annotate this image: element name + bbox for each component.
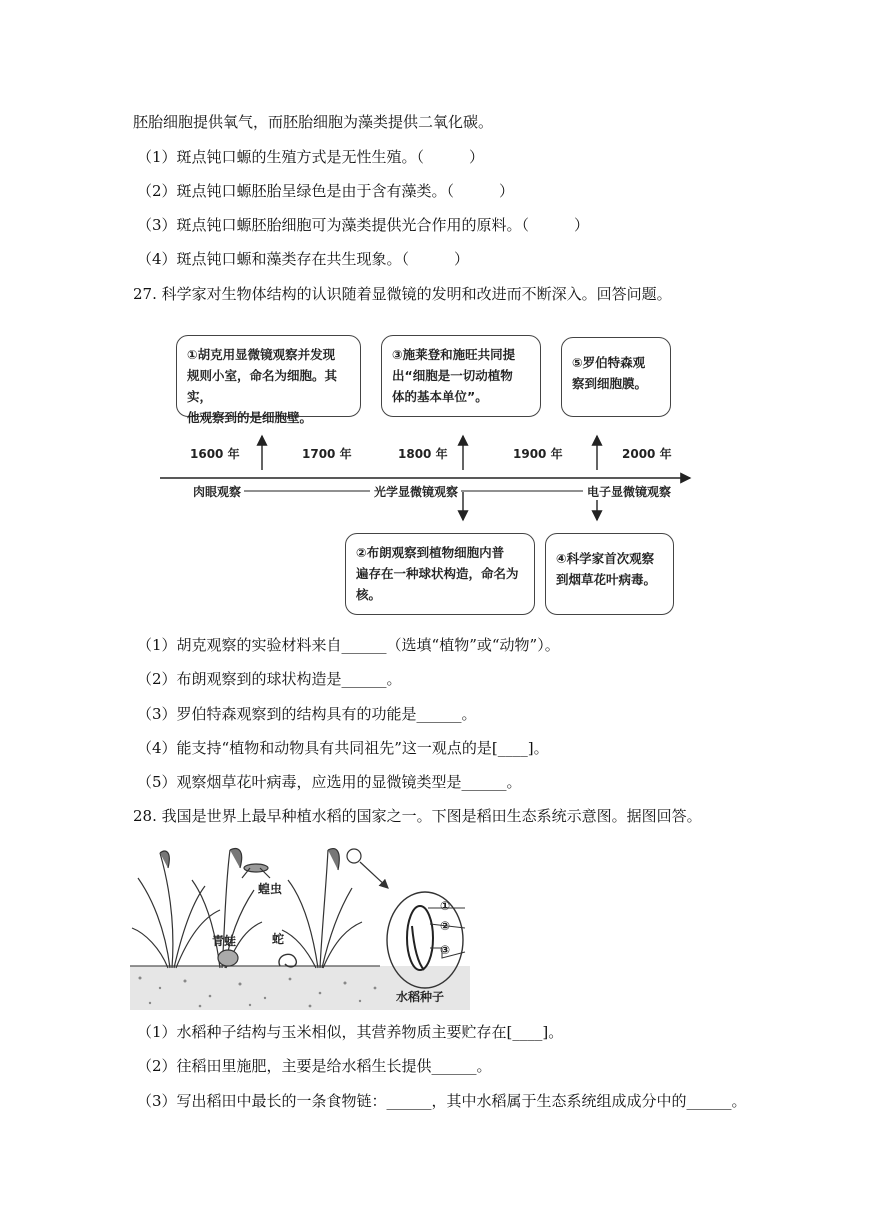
- q26-item-2: （2）斑点钝口螈胚胎呈绿色是由于含有藻类。（ ）: [137, 182, 515, 200]
- timeline-box-1: ①胡克用显微镜观察并发现 规则小室，命名为细胞。其实， 他观察到的是细胞壁。: [176, 335, 361, 417]
- timeline-box-4: ④科学家首次观察 到烟草花叶病毒。: [545, 533, 674, 615]
- year-1600: 1600 年: [190, 447, 240, 461]
- timeline-box-3: ③施莱登和施旺共同提 出“细胞是一切动植物 体的基本单位”。: [381, 335, 541, 417]
- year-2000: 2000 年: [622, 447, 672, 461]
- q27-item-1: （1）胡克观察的实验材料来自______（选填“植物”或“动物”）。: [137, 636, 560, 654]
- frog-label: 青蛙: [212, 934, 237, 948]
- q27-item-3: （3）罗伯特森观察到的结构具有的功能是______。: [137, 705, 477, 723]
- question-28-stem: 28. 我国是世界上最早种植水稻的国家之一。下图是稻田生态系统示意图。据图回答。: [133, 807, 702, 825]
- q26-item-4: （4）斑点钝口螈和藻类存在共生现象。（ ）: [137, 250, 470, 268]
- q27-item-5: （5）观察烟草花叶病毒，应选用的显微镜类型是______。: [137, 773, 522, 791]
- question-27-stem: 27. 科学家对生物体结构的认识随着显微镜的发明和改进而不断深入。回答问题。: [133, 285, 672, 303]
- seed-part-1: ①: [440, 899, 451, 913]
- snake-label: 蛇: [272, 932, 285, 946]
- stage-light-microscope: 光学显微镜观察: [371, 483, 461, 500]
- q27-item-4: （4）能支持“植物和动物具有共同祖先”这一观点的是[____]。: [137, 739, 549, 757]
- q26-item-1: （1）斑点钝口螈的生殖方式是无性生殖。（ ）: [137, 148, 485, 166]
- seed-part-2: ②: [440, 919, 451, 933]
- question-26-tail: 胚胎细胞提供氧气，而胚胎细胞为藻类提供二氧化碳。: [133, 113, 494, 131]
- q28-item-1: （1）水稻种子结构与玉米相似，其营养物质主要贮存在[____]。: [137, 1023, 564, 1041]
- snake-icon: [279, 954, 296, 967]
- timeline-box-5: ⑤罗伯特森观 察到细胞膜。: [561, 337, 671, 417]
- frog-icon: [218, 950, 238, 966]
- grasshopper-icon: [242, 864, 270, 878]
- q28-item-2: （2）往稻田里施肥，主要是给水稻生长提供______。: [137, 1057, 492, 1075]
- q28-item-3: （3）写出稻田中最长的一条食物链：______，其中水稻属于生态系统组成成分中的______。: [137, 1092, 747, 1110]
- q26-item-3: （3）斑点钝口螈胚胎细胞可为藻类提供光合作用的原料。（ ）: [137, 216, 590, 234]
- grasshopper-label: 蝗虫: [258, 882, 283, 896]
- year-1700: 1700 年: [302, 447, 352, 461]
- q27-item-2: （2）布朗观察到的球状构造是______。: [137, 670, 402, 688]
- stage-electron-microscope: 电子显微镜观察: [584, 483, 671, 500]
- seed-part-3: ③: [440, 943, 451, 957]
- year-1900: 1900 年: [513, 447, 563, 461]
- year-1800: 1800 年: [398, 447, 448, 461]
- rice-field-illustration: [130, 838, 470, 1013]
- seed-caption: 水稻种子: [396, 990, 445, 1004]
- timeline-box-2: ②布朗观察到植物细胞内普 遍存在一种球状构造，命名为 核。: [345, 533, 535, 615]
- stage-naked-eye: 肉眼观察: [193, 483, 244, 500]
- rice-plant-3: [282, 849, 362, 968]
